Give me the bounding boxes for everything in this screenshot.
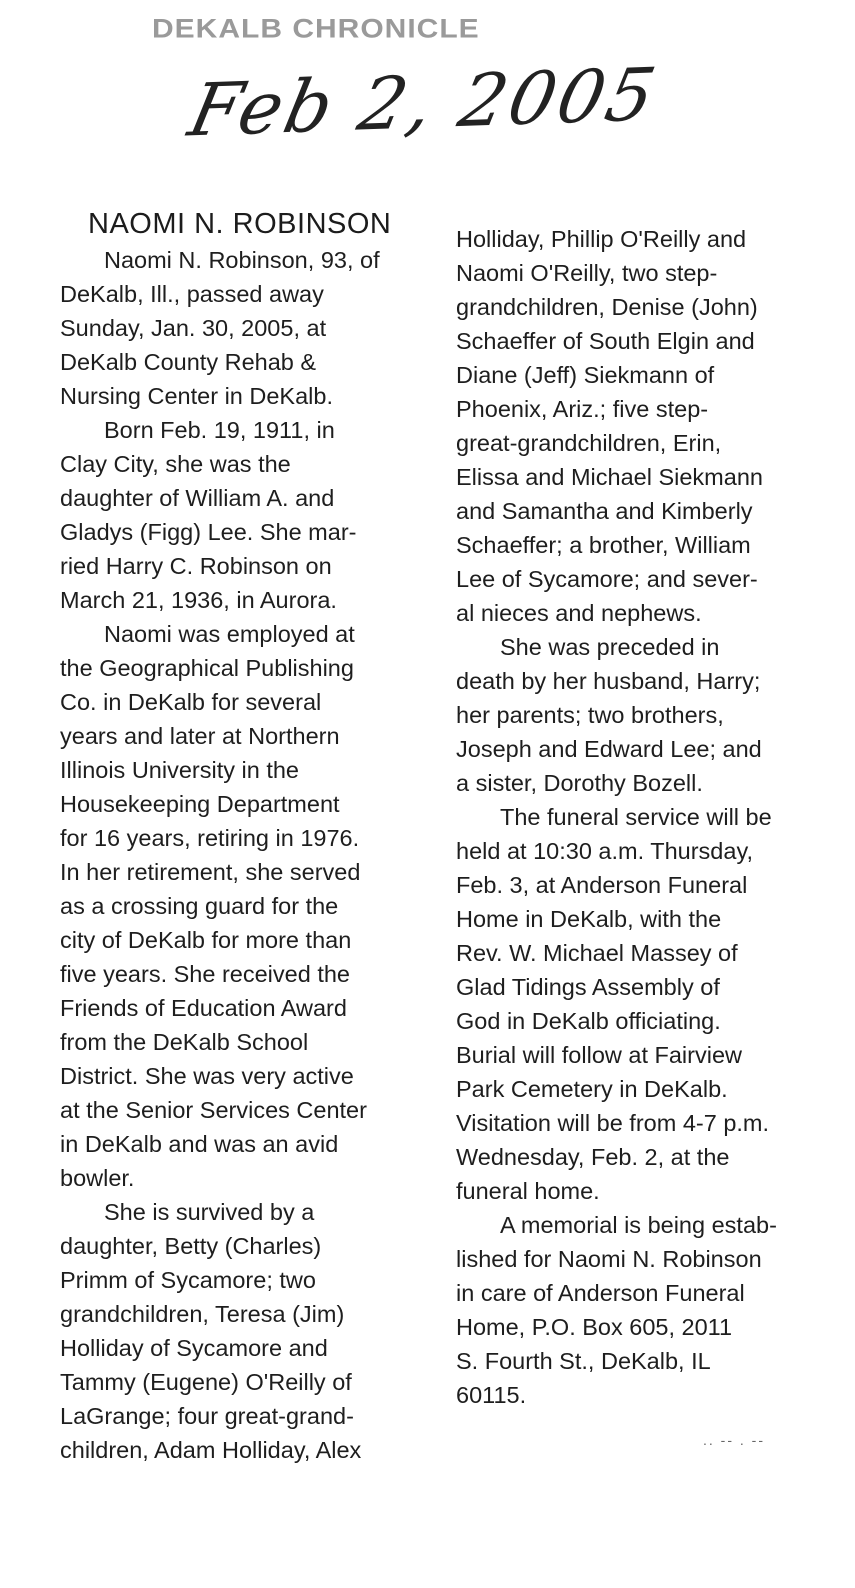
text-line: death by her husband, Harry; bbox=[456, 668, 761, 694]
text-line: ried Harry C. Robinson on bbox=[60, 553, 332, 579]
text-line: al nieces and nephews. bbox=[456, 600, 702, 626]
text-line: Glad Tidings Assembly of bbox=[456, 974, 720, 1000]
text-line: five years. She received the bbox=[60, 961, 350, 987]
obituary-right-column bbox=[456, 222, 828, 1412]
text-line: great-grandchildren, Erin, bbox=[456, 430, 722, 456]
text-line: Schaeffer; a brother, William bbox=[456, 532, 751, 558]
text-line: Joseph and Edward Lee; and bbox=[456, 736, 762, 762]
text-line: from the DeKalb School bbox=[60, 1029, 309, 1055]
masthead-stamp: DEKALB CHRONICLE bbox=[152, 14, 480, 44]
text-line: Nursing Center in DeKalb. bbox=[60, 383, 333, 409]
text-line: grandchildren, Denise (John) bbox=[456, 294, 758, 320]
text-line: children, Adam Holliday, Alex bbox=[60, 1437, 362, 1463]
text-line: Schaeffer of South Elgin and bbox=[456, 328, 755, 354]
text-line: bowler. bbox=[60, 1165, 135, 1191]
text-line: Holliday of Sycamore and bbox=[60, 1335, 328, 1361]
text-line: Primm of Sycamore; two bbox=[60, 1267, 316, 1293]
text-line: Co. in DeKalb for several bbox=[60, 689, 322, 715]
text-line: S. Fourth St., DeKalb, IL bbox=[456, 1348, 711, 1374]
text-line: and Samantha and Kimberly bbox=[456, 498, 753, 524]
text-line: funeral home. bbox=[456, 1178, 600, 1204]
right-column-text bbox=[456, 222, 828, 1412]
text-line: lished for Naomi N. Robinson bbox=[456, 1246, 762, 1272]
text-line: Housekeeping Department bbox=[60, 791, 340, 817]
text-line: 60115. bbox=[456, 1382, 527, 1408]
handwritten-date: Feb 2, 2005 bbox=[182, 51, 666, 153]
text-line: She is survived by a bbox=[104, 1199, 315, 1225]
obituary-left-column bbox=[60, 205, 432, 1467]
text-line: DeKalb County Rehab & bbox=[60, 349, 317, 375]
text-line: daughter of William A. and bbox=[60, 485, 335, 511]
text-line: Naomi O'Reilly, two step- bbox=[456, 260, 718, 286]
text-line: She was preceded in bbox=[500, 634, 720, 660]
obituary-headline: NAOMI N. ROBINSON bbox=[88, 208, 392, 240]
text-line: Tammy (Eugene) O'Reilly of bbox=[60, 1369, 352, 1395]
text-line: DeKalb, Ill., passed away bbox=[60, 281, 324, 307]
text-line: held at 10:30 a.m. Thursday, bbox=[456, 838, 753, 864]
text-line: Rev. W. Michael Massey of bbox=[456, 940, 738, 966]
text-line: the Geographical Publishing bbox=[60, 655, 354, 681]
text-line: God in DeKalb officiating. bbox=[456, 1008, 721, 1034]
text-line: Elissa and Michael Siekmann bbox=[456, 464, 763, 490]
text-line: Burial will follow at Fairview bbox=[456, 1042, 742, 1068]
text-line: Visitation will be from 4-7 p.m. bbox=[456, 1110, 770, 1136]
text-line: a sister, Dorothy Bozell. bbox=[456, 770, 703, 796]
text-line: Feb. 3, at Anderson Funeral bbox=[456, 872, 748, 898]
text-line: in care of Anderson Funeral bbox=[456, 1280, 745, 1306]
text-line: Naomi was employed at bbox=[104, 621, 355, 647]
text-line: Clay City, she was the bbox=[60, 451, 291, 477]
text-line: March 21, 1936, in Aurora. bbox=[60, 587, 337, 613]
text-line: Illinois University in the bbox=[60, 757, 300, 783]
left-column-text bbox=[60, 243, 432, 1467]
text-line: for 16 years, retiring in 1976. bbox=[60, 825, 360, 851]
text-line: Park Cemetery in DeKalb. bbox=[456, 1076, 728, 1102]
text-line: Holliday, Phillip O'Reilly and bbox=[456, 226, 747, 252]
text-line: Born Feb. 19, 1911, in bbox=[104, 417, 335, 443]
text-line: grandchildren, Teresa (Jim) bbox=[60, 1301, 345, 1327]
text-line: Phoenix, Ariz.; five step- bbox=[456, 396, 709, 422]
text-line: Sunday, Jan. 30, 2005, at bbox=[60, 315, 327, 341]
text-line: District. She was very active bbox=[60, 1063, 354, 1089]
text-line: In her retirement, she served bbox=[60, 859, 361, 885]
text-line: Friends of Education Award bbox=[60, 995, 347, 1021]
text-line: A memorial is being estab- bbox=[500, 1212, 777, 1238]
text-line: Diane (Jeff) Siekmann of bbox=[456, 362, 715, 388]
text-line: Gladys (Figg) Lee. She mar- bbox=[60, 519, 357, 545]
text-line: daughter, Betty (Charles) bbox=[60, 1233, 322, 1259]
text-line: Naomi N. Robinson, 93, of bbox=[104, 247, 380, 273]
text-line: The funeral service will be bbox=[500, 804, 772, 830]
text-line: years and later at Northern bbox=[60, 723, 340, 749]
text-line: in DeKalb and was an avid bbox=[60, 1131, 339, 1157]
text-line: at the Senior Services Center bbox=[60, 1097, 367, 1123]
text-line: Wednesday, Feb. 2, at the bbox=[456, 1144, 730, 1170]
clipping-edge-marks: .. -- . -- bbox=[703, 1432, 765, 1448]
text-line: Lee of Sycamore; and sever- bbox=[456, 566, 758, 592]
text-line: Home, P.O. Box 605, 2011 bbox=[456, 1314, 733, 1340]
text-line: as a crossing guard for the bbox=[60, 893, 339, 919]
text-line: city of DeKalb for more than bbox=[60, 927, 352, 953]
text-line: her parents; two brothers, bbox=[456, 702, 724, 728]
text-line: LaGrange; four great-grand- bbox=[60, 1403, 354, 1429]
text-line: Home in DeKalb, with the bbox=[456, 906, 722, 932]
